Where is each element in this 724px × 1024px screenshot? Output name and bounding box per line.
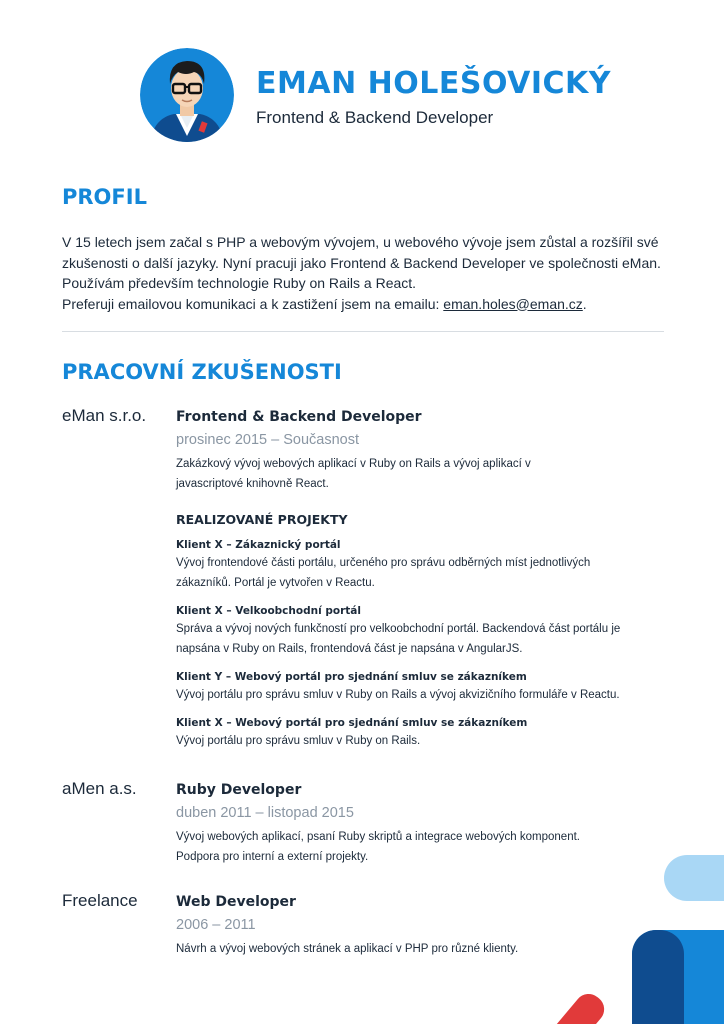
job-period: prosinec 2015 – Současnost (176, 432, 359, 448)
project-title: Klient X – Webový portál pro sjednání smluv se zákazníkem (176, 717, 528, 729)
project-title: Klient Y – Webový portál pro sjednání smluv se zákazníkem (176, 671, 527, 683)
job-period: duben 2011 – listopad 2015 (176, 805, 354, 821)
job-description: Vývoj webových aplikací, psaní Ruby skriptů a integrace webových komponent. Podpora pro interní a externí projekty. (176, 831, 580, 863)
job-company: eMan s.r.o. (62, 406, 147, 425)
project-title: Klient X – Velkoobchodní portál (176, 605, 361, 617)
resume-header (140, 48, 700, 144)
experience-heading: PRACOVNÍ ZKUŠENOSTI (62, 360, 342, 384)
job-period: 2006 – 2011 (176, 917, 256, 933)
project-title: Klient X – Zákaznický portál (176, 539, 341, 551)
job-description: Zakázkový vývoj webových aplikací v Ruby on Rails a vývoj aplikací v javascriptové knihovně React. (176, 458, 531, 490)
project-description: Vývoj portálu pro správu smluv v Ruby on Rails a vývoj akvizičního formuláře v Reactu. (176, 689, 620, 701)
projects-heading: REALIZOVANÉ PROJEKTY (176, 512, 348, 527)
project-description: Vývoj portálu pro správu smluv v Ruby on Rails. (176, 735, 421, 747)
job-role: Web Developer (176, 894, 296, 910)
developer-avatar-icon (140, 48, 234, 142)
profile-contact-prefix: Preferuji emailovou komunikaci a k zastižení jsem na emailu: (62, 295, 444, 312)
job-company: Freelance (62, 891, 138, 910)
job-entry (176, 894, 656, 959)
person-name: EMAN HOLEŠOVICKÝ (256, 66, 612, 101)
job-company: aMen a.s. (62, 779, 137, 798)
avatar (140, 48, 234, 142)
profile-contact-suffix: . (582, 295, 587, 312)
deco-red-stroke (516, 988, 610, 1024)
email-link[interactable]: eman.holes@eman.cz (443, 295, 583, 312)
profile-heading: PROFIL (62, 185, 147, 209)
deco-light-blue-pill (664, 855, 724, 901)
job-description: Návrh a vývoj webových stránek a aplikací v PHP pro různé klienty. (176, 943, 519, 955)
job-role: Ruby Developer (176, 782, 302, 798)
profile-text (62, 232, 672, 314)
profile-summary: V 15 letech jsem začal s PHP a webovým vývojem, u webového vývoje jsem zůstal a rozšířil své zkušenosti o další jazyky. Nyní pracuji jako Frontend & Backend Developer ve společnosti eMan. Používám především technologie Ruby on Rails a React. (62, 234, 661, 291)
job-entry (176, 409, 656, 751)
project-description: Vývoj frontendové části portálu, určeného pro správu odběrných míst jednotlivých zákazníků. Portál je vytvořen v Reactu. (176, 557, 591, 589)
job-role: Frontend & Backend Developer (176, 409, 422, 425)
section-divider (62, 331, 664, 332)
project-description: Správa a vývoj nových funkčností pro velkoobchodní portál. Backendová část portálu je napsána v Ruby on Rails, frontendová část je napsána v AngularJS. (176, 623, 621, 655)
job-entry (176, 782, 656, 867)
person-title: Frontend & Backend Developer (256, 108, 494, 127)
